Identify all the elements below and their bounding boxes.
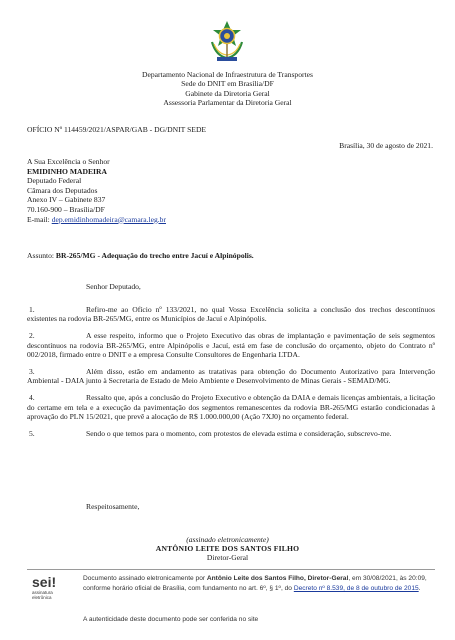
- letterhead-line: Gabinete da Diretoria Geral: [185, 88, 270, 98]
- addressee-postal: 70.160-900 – Brasília/DF: [27, 204, 105, 214]
- sei-logo-subtitle: [32, 591, 53, 601]
- brazil-coat-of-arms-icon: [208, 20, 246, 64]
- sei-logo-text: sei!: [32, 574, 57, 590]
- signature-block: [0, 535, 455, 563]
- sei-logo-subtitle-line: eletrônica: [32, 594, 52, 600]
- paragraph: [27, 305, 435, 323]
- addressee-name: EMIDINHO MADEIRA: [27, 166, 107, 176]
- paragraph: [27, 393, 435, 421]
- footer-divider: [27, 569, 435, 570]
- signer-name: ANTÔNIO LEITE DOS SANTOS FILHO: [155, 544, 300, 554]
- decree-link[interactable]: Decreto nº 8.539, de 8 de outubro de 2015: [293, 584, 419, 592]
- stamp-text: Documento assinado eletronicamente por: [83, 575, 207, 582]
- addressee-salutation: A Sua Excelência o Senhor: [27, 157, 110, 166]
- paragraph-text: A esse respeito, informo que o Projeto Executivo das obras de implantação e pavimentação de seis segmentos descontínuos na rodovia BR-265/MG, entre Alpinópolis e Jacuí, está em fase de conclusão do orçamento, objeto do Contrato nº 002/2018, firmado entre o DNIT e a empresa Consulte Consultores de Engenharia LTDA.: [27, 331, 435, 359]
- paragraph-text: Ressalto que, após a conclusão do Projeto Executivo e obtenção da DAIA e demais licenças ambientais, a licitação do certame em tela e a execução da pavimentação dos segmentos remanescentes da rodovia BR-265/MG estarão condicionadas à aprovação do PLN 15/2021, que prevê a alocação de R$ 1.000.000,00 (Ação 7XJ0) no orçamento federal.: [27, 393, 435, 421]
- paragraph-text: Além disso, estão em andamento as tratativas para obtenção do Documento Autorizativo para Intervenção Ambiental - DAIA junto à Secretaria de Estado de Meio Ambiente e Desenvolvimento de Minas Gerais - SEMAD/MG.: [27, 367, 435, 386]
- paragraph-number: 3.: [29, 367, 35, 377]
- addressee-role: Deputado Federal: [27, 176, 82, 186]
- letterhead-line: Sede do DNIT em Brasília/DF: [181, 79, 274, 89]
- body-paragraphs: [27, 305, 435, 446]
- paragraph: [27, 367, 435, 385]
- paragraph-number: 4.: [29, 393, 35, 403]
- paragraph-number: 2.: [29, 331, 35, 341]
- paragraph-number: 5.: [29, 429, 35, 439]
- authenticity-note: A autenticidade deste documento pode ser conferida no site: [83, 616, 259, 623]
- subject-line: [27, 251, 254, 260]
- stamp-text: .: [418, 584, 421, 592]
- signer-title: Diretor-Geral: [206, 553, 249, 563]
- paragraph: [27, 429, 435, 438]
- sei-logo-subtitle-line: assinatura: [32, 590, 53, 595]
- paragraph-text: Refiro-me ao Ofício nº 133/2021, no qual Vossa Excelência solicita a conclusão dos trechos descontínuos existentes na rodovia BR-265/MG, entre os Municípios de Jacuí e Alpinópolis.: [27, 305, 435, 324]
- email-label: E-mail:: [27, 214, 52, 224]
- addressee-org: Câmara dos Deputados: [27, 185, 98, 195]
- letterhead: [0, 70, 455, 108]
- addressee-annex: Anexo IV – Gabinete 837: [27, 195, 106, 205]
- greeting: Senhor Deputado,: [86, 282, 141, 291]
- electronic-signature-stamp: [83, 574, 435, 593]
- subject-text: BR-265/MG - Adequação do trecho entre Jacuí e Alpinópolis.: [55, 251, 254, 260]
- subject-label: Assunto:: [27, 251, 56, 260]
- email-link[interactable]: dep.emidinhomadeira@camara.leg.br: [51, 214, 166, 224]
- paragraph-number: 1.: [29, 305, 35, 314]
- signature-note: (assinado eletronicamente): [186, 535, 269, 544]
- letterhead-line: Departamento Nacional de Infraestrutura de Transportes: [141, 70, 313, 79]
- paragraph: [27, 331, 435, 359]
- stamp-signer: Antônio Leite dos Santos Filho, Diretor-Geral: [206, 575, 349, 582]
- addressee-email-row: [27, 215, 166, 225]
- closing: Respeitosamente,: [86, 502, 140, 511]
- letterhead-line: Assessoria Parlamentar da Diretoria Geral: [163, 98, 292, 108]
- stamp-text: , em 30/08/2021, às 20:09, conforme horário oficial de Brasília, com fundamento no art. 6º, § 1º, do: [83, 575, 427, 592]
- document-date: Brasília, 30 de agosto de 2021.: [339, 141, 433, 150]
- paragraph-text: Sendo o que temos para o momento, com protestos de elevada estima e consideração, subscrevo-me.: [86, 429, 392, 439]
- addressee-block: [27, 157, 166, 224]
- document-reference: OFÍCIO Nº 114459/2021/ASPAR/GAB - DG/DNIT SEDE: [27, 125, 207, 134]
